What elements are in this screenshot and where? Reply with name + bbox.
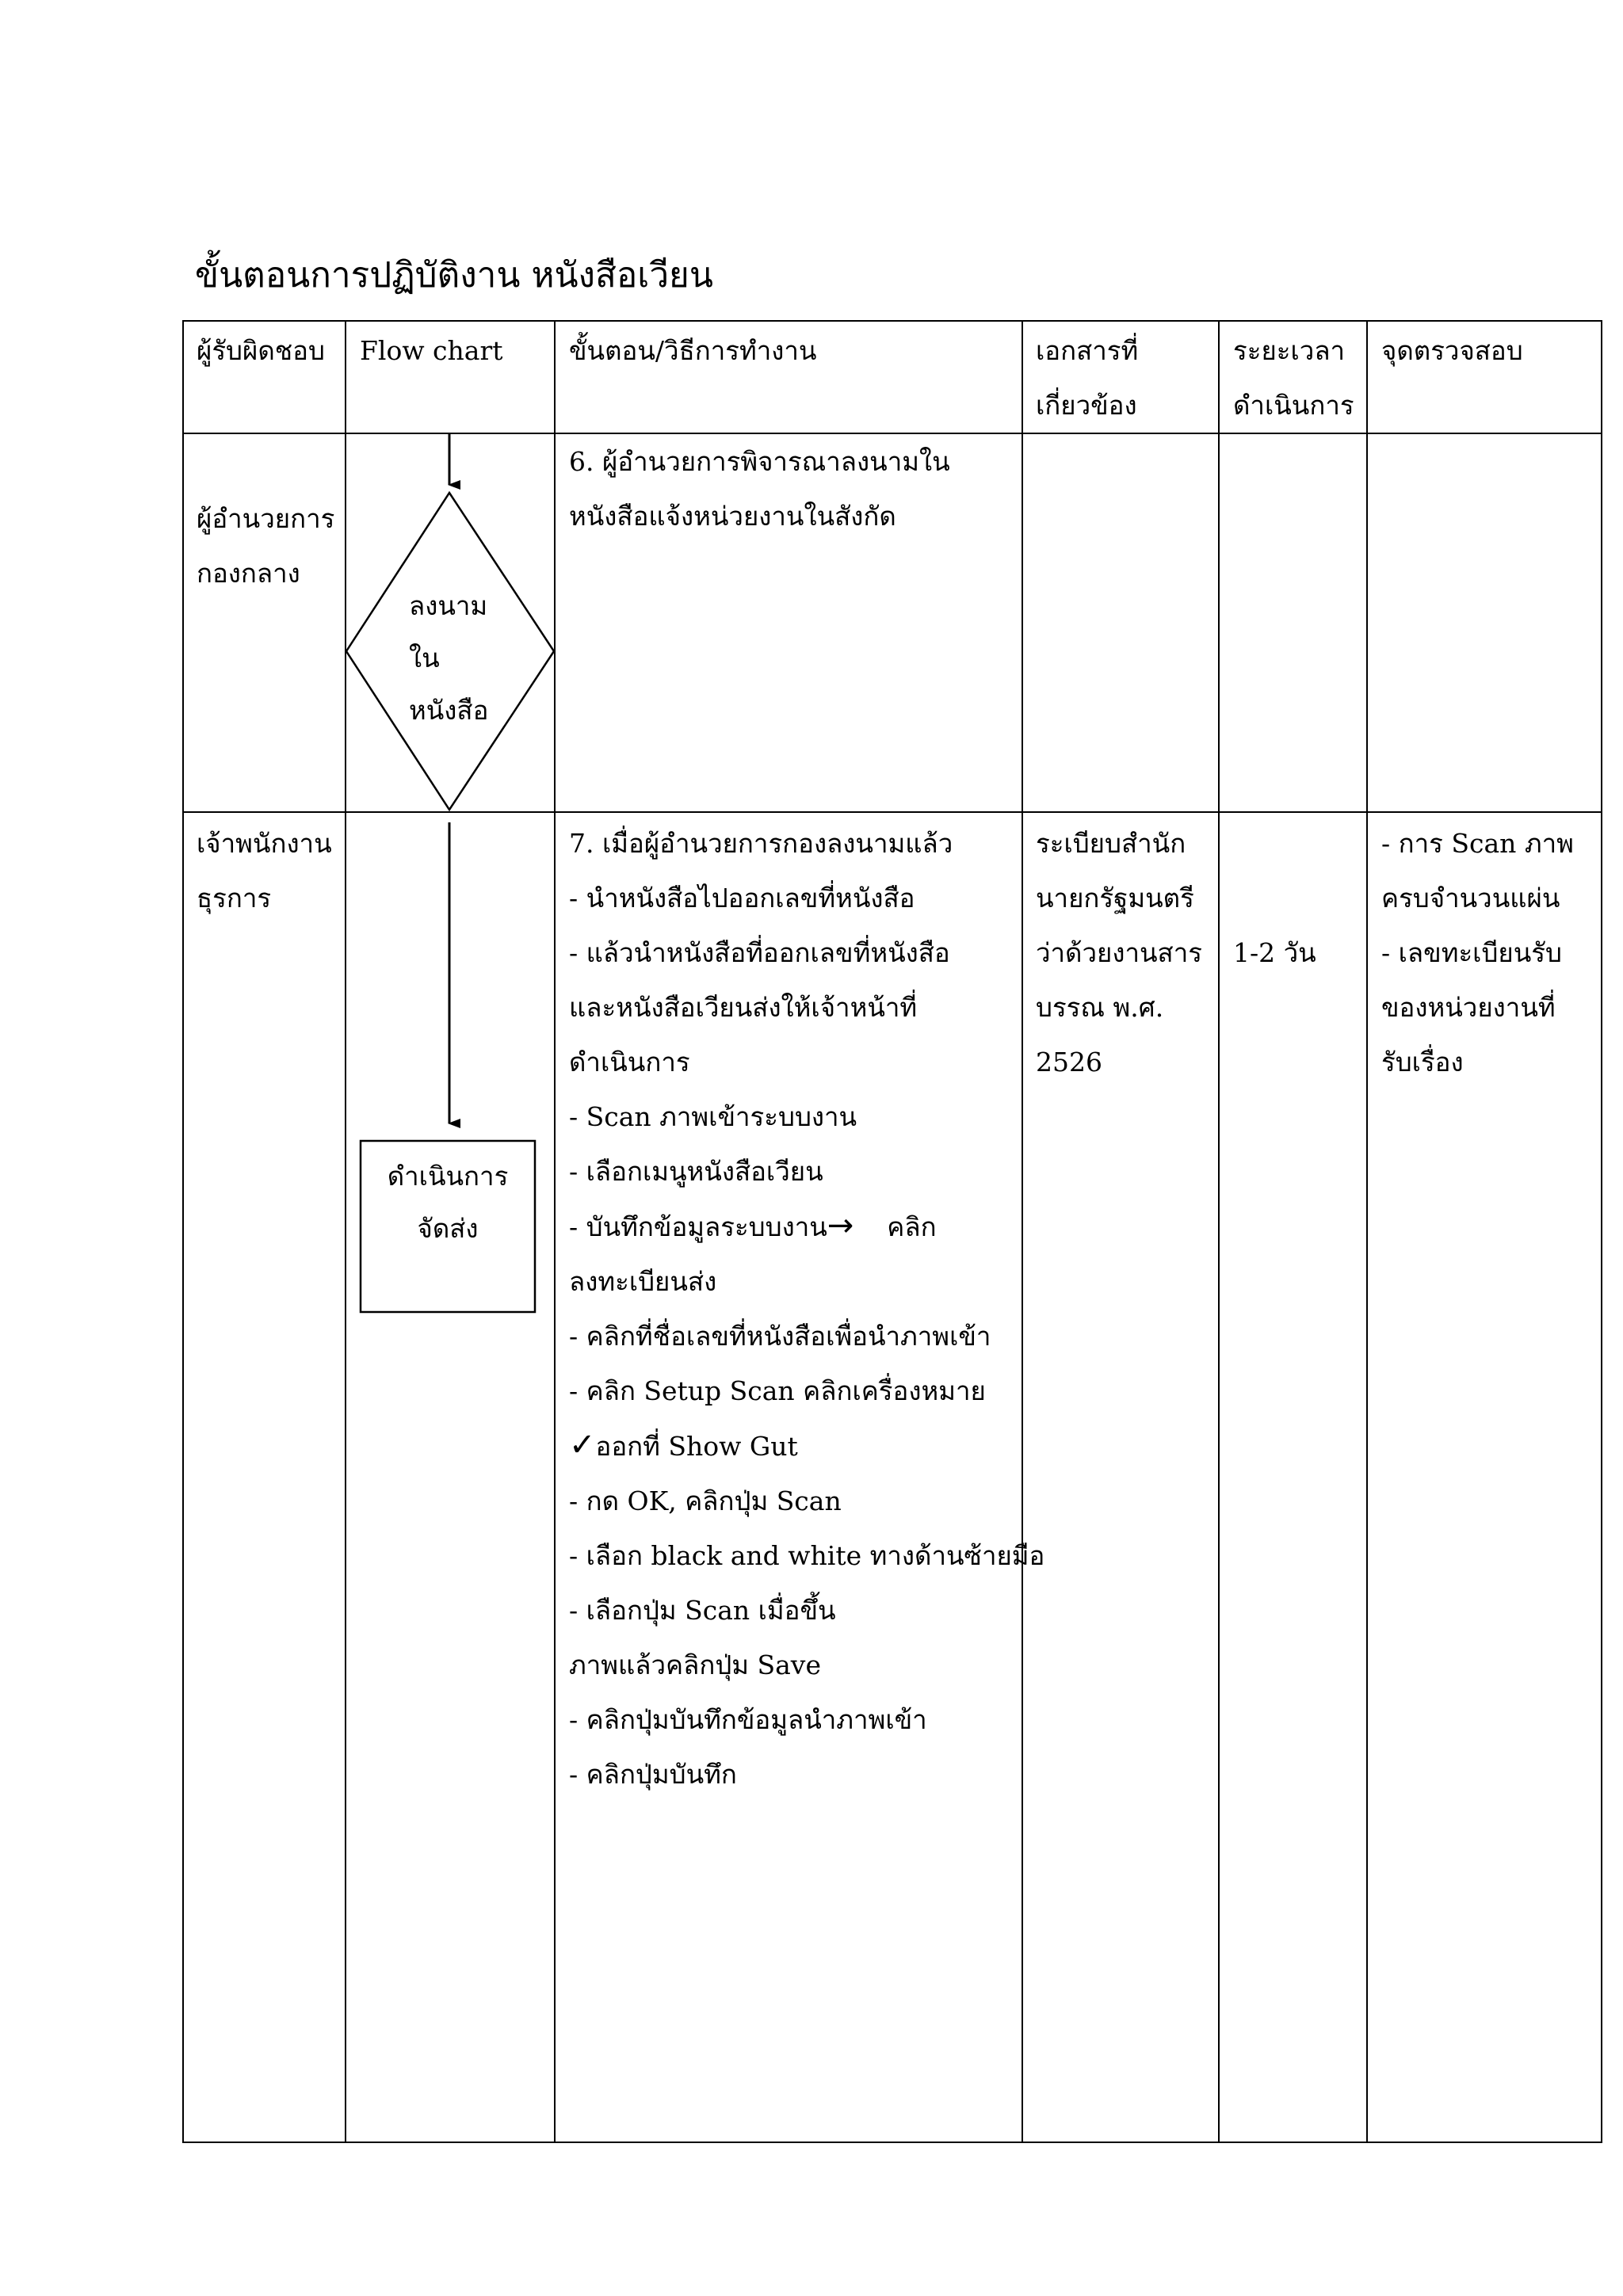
header-documents: เอกสารที่ เกี่ยวข้อง: [1036, 335, 1139, 421]
row2-checkpoint: - การ Scan ภาพ ครบจำนวนแผ่น - เลขทะเบียนรับ ของหน่วยงานที่ รับเรื่อง: [1381, 828, 1574, 1077]
header-procedure: ขั้นตอน/วิธีการทำงาน: [569, 335, 817, 366]
row2-procedure: 7. เมื่อผู้อำนวยการกองลงนามแล้ว - นำหนังสือไปออกเลขที่หนังสือ - แล้วนำหนังสือที่ออกเลขที่หนังสือ และหนังสือเวียนส่งให้เจ้าหน้าที่ ดำเนินการ - Scan ภาพเข้าระบบงาน - เลือกเมนูหนังสือเวียน - บันทึกข้อมูลระบบงาน→ คลิก ลงทะเบียนส่ง - คลิกที่ชื่อเลขที่หนังสือเพื่อนำภาพเข้า - คลิก Setup Scan คลิกเครื่องหมาย ✓ออกที่ Show Gut - กด OK, คลิกปุ่ม Scan - เลือก black and white ทางด้านซ้ายมือ - เลือกปุ่ม Scan เมื่อขึ้น ภาพแล้วคลิกปุ่ม Save - คลิกปุ่มบันทึกข้อมูลนำภาพเข้า - คลิกปุ่มบันทึก: [569, 828, 1045, 1790]
show-gut-line: ✓ออกที่ Show Gut: [569, 1427, 798, 1463]
header-duration: ระยะเวลา ดำเนินการ: [1233, 335, 1354, 421]
row2-documents: ระเบียบสำนัก นายกรัฐมนตรี ว่าด้วยงานสาร บรรณ พ.ศ. 2526: [1036, 828, 1202, 1077]
row1-procedure: 6. ผู้อำนวยการพิจารณาลงนามใน หนังสือแจ้งหน่วยงานในสังกัด: [569, 446, 950, 532]
row1-responsible: ผู้อำนวยการ กองกลาง: [197, 503, 335, 589]
header-responsible: ผู้รับผิดชอบ: [197, 335, 325, 366]
header-checkpoint: จุดตรวจสอบ: [1381, 335, 1523, 366]
header-flowchart: Flow chart: [360, 335, 503, 366]
checkmark-icon: ✓: [569, 1427, 596, 1463]
decision-label: ลงนาม ใน หนังสือ: [409, 590, 489, 726]
row2-duration: 1-2 วัน: [1233, 937, 1316, 968]
save-to-system-line: - บันทึกข้อมูลระบบงาน→ คลิก: [569, 1207, 937, 1244]
page-title: ขั้นตอนการปฏิบัติงาน หนังสือเวียน: [195, 255, 713, 296]
right-arrow-icon: →: [827, 1207, 854, 1244]
row2-responsible: เจ้าพนักงาน ธุรการ: [197, 828, 332, 913]
process-label: ดำเนินการ จัดส่ง: [387, 1161, 509, 1244]
